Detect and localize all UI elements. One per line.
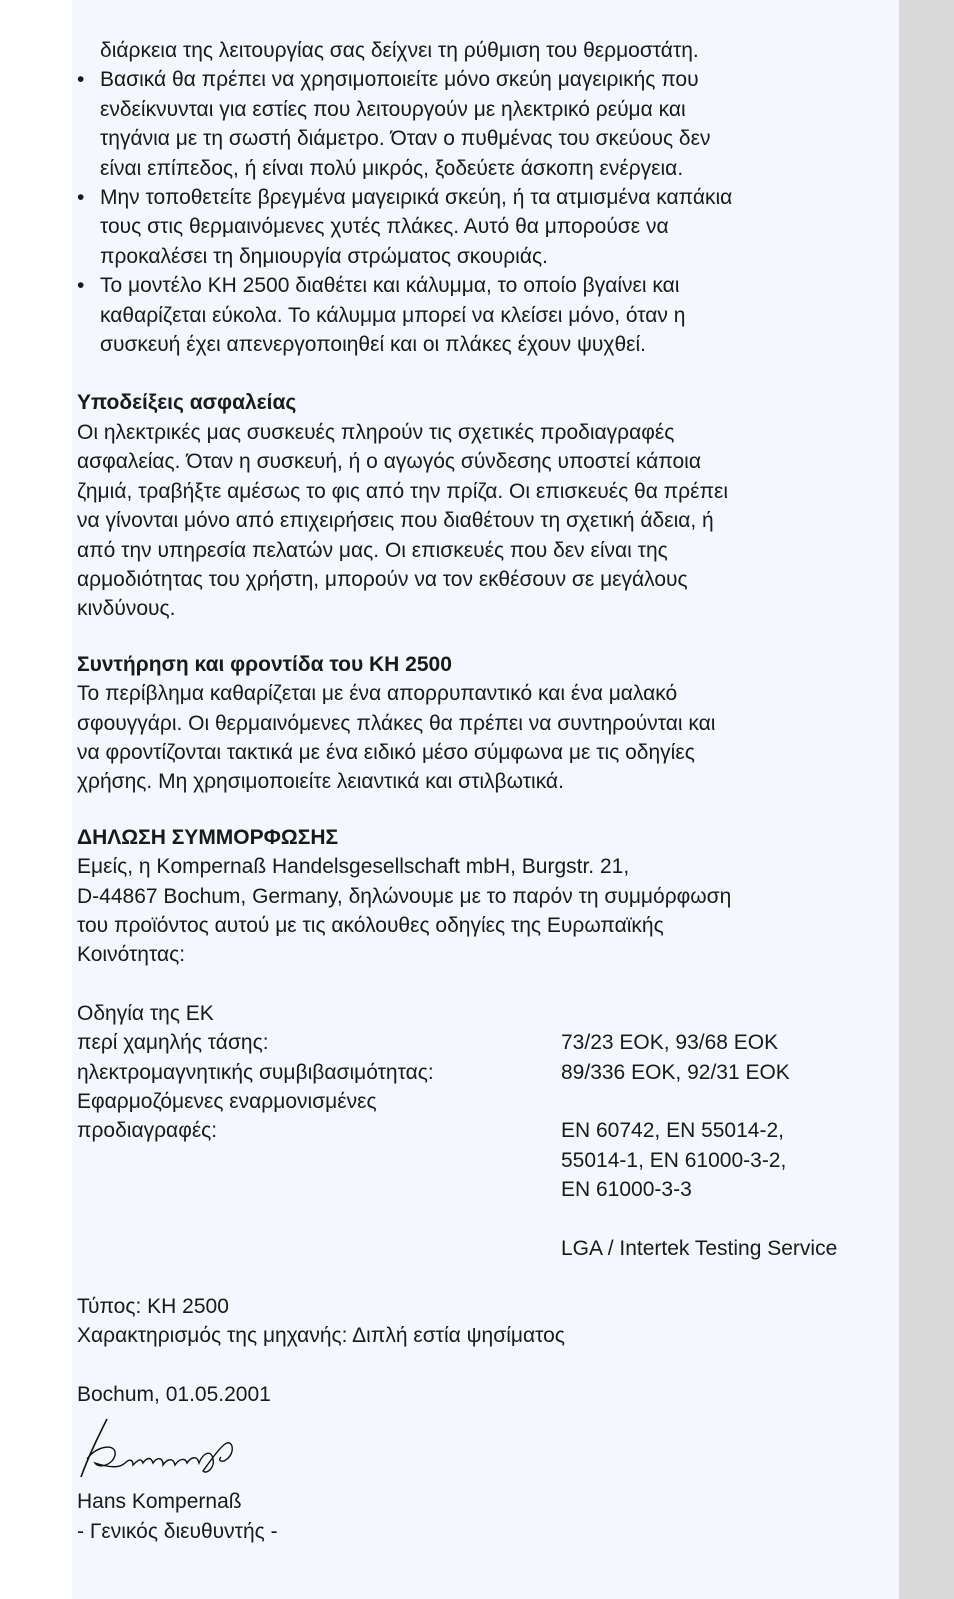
care-heading: Συντήρηση και φροντίδα του KH 2500 [77,652,452,676]
spec-row [77,1087,882,1205]
spec-label: ηλεκτρομαγνητικής συμβιβασιμότητας: [77,1060,434,1084]
list-item-text: Το μοντέλο KH 2500 διαθέτει και κάλυμμα, το οποίο βγαίνει και καθαρίζεται εύκολα. Το κάλυμμα μπορεί να κλείσει μόνο, όταν η συσκευή έχει απενεργοποιηθεί και οι πλάκες έχουν ψυχθεί. [100,274,686,357]
safety-heading: Υποδείξεις ασφαλείας [77,391,297,415]
signer-name: Hans Kompernaß [77,1490,242,1514]
testing-service: LGA / Intertek Testing Service [561,1236,838,1260]
directive-specs [77,999,882,1263]
bullet-icon: • [77,274,85,298]
bullet-list [77,65,882,359]
safety-text: Οι ηλεκτρικές μας συσκευές πληρούν τις σχετικές προδιαγραφές ασφαλείας. Όταν η συσκευή, ή ο αγωγός σύνδεσης υποστεί κάποια ζημιά, τραβήξτε αμέσως το φις από την πρίζα. Οι επισκευές θα πρέπει να γίνονται μόνο από επιχειρήσεις που διαθέτουν τη σχετική άδεια, ή από την υπηρεσία πελατών μας. Οι επισκευές που δεν είναι της αρμοδιότητας του χρήστη, μπορούν να τον εκθέσουν σε μεγάλους κινδύνους. [77,420,728,621]
type-line: Τύπος: KH 2500 [77,1295,229,1319]
designation-line: Χαρακτηρισμός της μηχανής: Διπλή εστία ψησίματος [77,1324,565,1348]
spec-value: 73/23 ΕΟΚ, 93/68 ΕΟΚ [561,1031,779,1055]
signature-image [77,1415,257,1485]
list-item-text: Βασικά θα πρέπει να χρησιμοποιείτε μόνο σκεύη μαγειρικής που ενδείκνυνται για εστίες που λειτουργούν με ηλεκτρικό ρεύμα και τηγάνια με τη σωστή διάμετρο. Όταν ο πυθμένας του σκεύους δεν είναι επίπεδος, ή είναι πολύ μικρός, ξοδεύετε άσκοπη ενέργεια. [100,68,711,180]
list-item [77,183,882,271]
list-item-text: Μην τοποθετείτε βρεγμένα μαγειρικά σκεύη, ή τα ατμισμένα καπάκια τους στις θερμαινόμενες χυτές πλάκες. Αυτό θα μπορούσε να προκαλέσει τη δημιουργία στρώματος σκουριάς. [100,186,733,268]
spec-row [77,1058,882,1087]
list-item [77,65,882,183]
spec-label: Εφαρμοζόμενες εναρμονισμένες προδιαγραφές: [77,1090,377,1143]
spec-value: EN 60742, EN 55014-2, 55014-1, EN 61000-3-2, EN 61000-3-3 [561,1119,787,1202]
spec-label: περί χαμηλής τάσης: [77,1031,269,1055]
intro-continuation: διάρκεια της λειτουργίας σας δείχνει τη ρύθμιση του θερμοστάτη. [100,39,699,62]
right-margin-bar [899,0,954,1599]
declaration-text: Εμείς, η Kompernaß Handelsgesellschaft mbH, Burgstr. 21, D-44867 Bochum, Germany, δηλώνουμε με το παρόν τη συμμόρφωση του προϊόντος αυτού με τις ακόλουθες οδηγίες της Ευρωπαϊκής Κοινότητας: [77,855,732,967]
place-date: Bochum, 01.05.2001 [77,1382,271,1406]
directive-title: Οδηγία της ΕΚ [77,1001,214,1025]
signer-title: - Γενικός διευθυντής - [77,1519,278,1543]
bullet-icon: • [77,68,85,92]
list-item [77,271,882,359]
declaration-heading: ΔΗΛΩΣΗ ΣΥΜΜΟΡΦΩΣΗΣ [77,825,339,849]
document-content [77,36,882,1546]
bullet-icon: • [77,186,85,210]
care-text: Το περίβλημα καθαρίζεται με ένα απορρυπαντικό και ένα μαλακό σφουγγάρι. Οι θερμαινόμενες πλάκες θα πρέπει να συντηρούνται και να φροντίζονται τακτικά με ένα ειδικό μέσο σύμφωνα με τις οδηγίες χρήσης. Μη χρησιμοποιείτε λειαντικά και στιλβωτικά. [77,682,716,794]
spec-row [77,1028,882,1057]
spec-value: 89/336 ΕΟΚ, 92/31 ΕΟΚ [561,1060,790,1084]
